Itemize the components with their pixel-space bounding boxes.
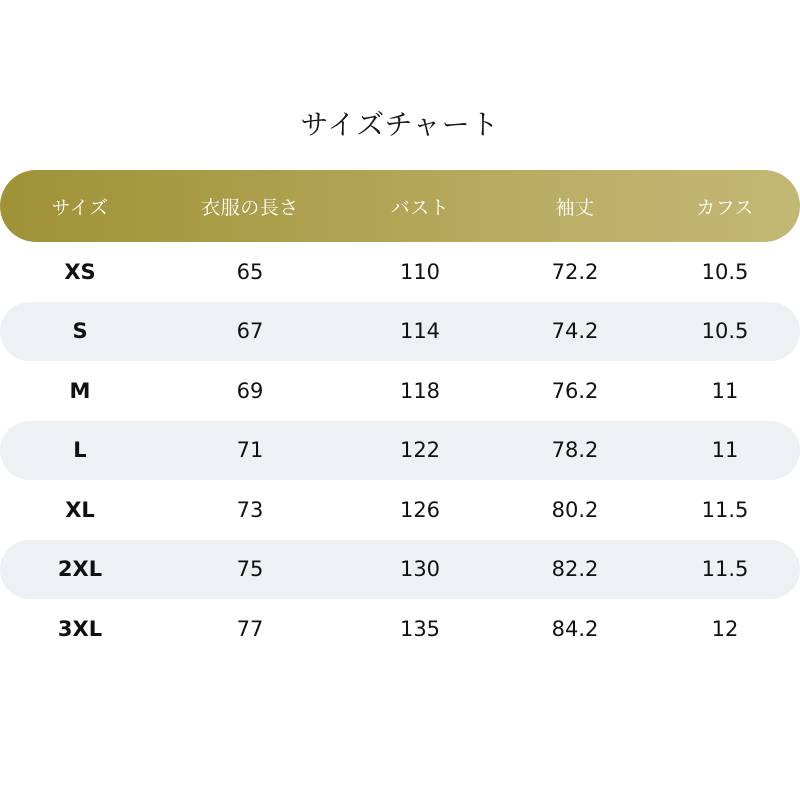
table-row: [0, 421, 800, 481]
cell-length: 69: [236, 378, 264, 403]
cell-bust: 118: [399, 378, 441, 403]
cell-size: S: [72, 319, 88, 344]
cell-size: 3XL: [57, 616, 103, 641]
cell-cuff: 12: [711, 616, 739, 641]
size-chart-table: [0, 170, 800, 659]
cell-bust: 126: [399, 497, 441, 522]
cell-length: 65: [236, 259, 264, 284]
cell-length: 71: [236, 438, 264, 463]
cell-cuff: 11: [711, 438, 739, 463]
table-body: [0, 242, 800, 659]
cell-sleeve: 78.2: [551, 438, 599, 463]
cell-length: 75: [236, 557, 264, 582]
cell-sleeve: 82.2: [551, 557, 599, 582]
cell-sleeve: 76.2: [551, 378, 599, 403]
cell-cuff: 11.5: [701, 557, 749, 582]
table-row: [0, 242, 800, 302]
cell-length: 67: [236, 319, 264, 344]
cell-cuff: 10.5: [701, 319, 749, 344]
cell-sleeve: 80.2: [551, 497, 599, 522]
table-header-row: [0, 170, 800, 242]
cell-size: 2XL: [57, 557, 103, 582]
cell-size: XS: [64, 259, 96, 284]
cell-length: 77: [236, 616, 264, 641]
cell-bust: 114: [399, 319, 441, 344]
cell-bust: 130: [399, 557, 441, 582]
cell-size: XL: [65, 497, 95, 522]
column-header-size: サイズ: [51, 196, 109, 219]
cell-bust: 122: [399, 438, 441, 463]
table-row: [0, 599, 800, 659]
cell-bust: 110: [399, 259, 441, 284]
table-header: [0, 170, 800, 242]
cell-cuff: 10.5: [701, 259, 749, 284]
table-row: [0, 540, 800, 600]
table-row: [0, 361, 800, 421]
cell-size: L: [73, 438, 87, 463]
size-chart-table-container: [0, 170, 800, 659]
cell-length: 73: [236, 497, 264, 522]
column-header-sleeve: 袖丈: [555, 196, 595, 219]
table-row: [0, 302, 800, 362]
page-title: サイズチャート: [300, 108, 500, 141]
cell-cuff: 11.5: [701, 497, 749, 522]
table-row: [0, 480, 800, 540]
cell-sleeve: 74.2: [551, 319, 599, 344]
cell-bust: 135: [399, 616, 441, 641]
cell-sleeve: 72.2: [551, 259, 599, 284]
column-header-length: 衣服の長さ: [201, 196, 299, 219]
cell-sleeve: 84.2: [551, 616, 599, 641]
column-header-cuff: カフス: [696, 196, 754, 219]
cell-cuff: 11: [711, 378, 739, 403]
cell-size: M: [69, 378, 91, 403]
column-header-bust: バスト: [390, 196, 450, 219]
